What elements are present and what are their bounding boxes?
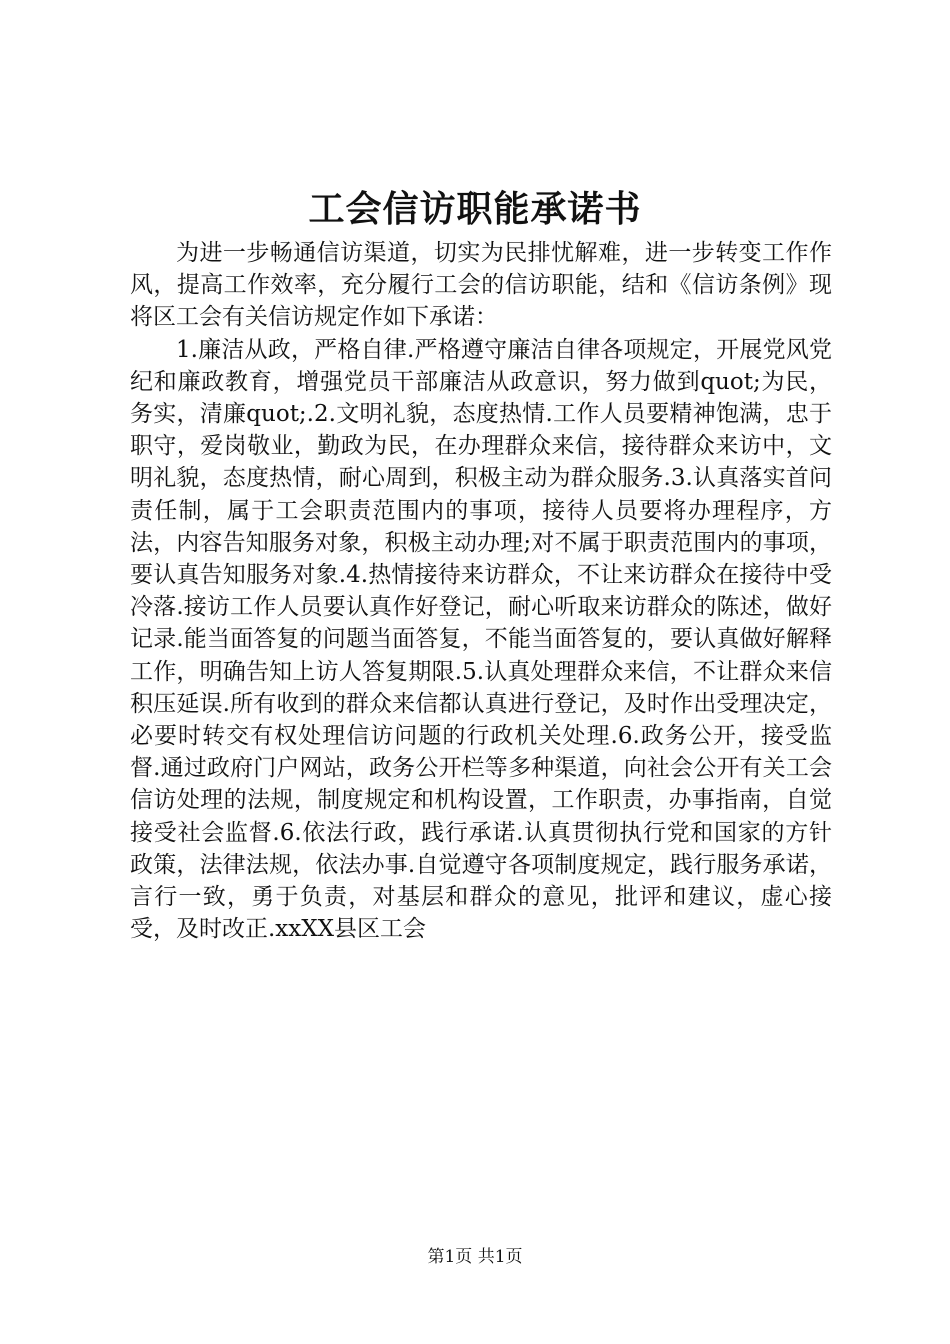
- document-body: [130, 237, 832, 945]
- commitments-paragraph: 1.廉洁从政，严格自律.严格遵守廉洁自律各项规定，开展党风党纪和廉政教育，增强党员干部廉洁从政意识，努力做到quot;为民，务实，清廉quot;.2.文明礼貌，态度热情.工作人员要精神饱满，忠于职守，爱岗敬业，勤政为民，在办理群众来信，接待群众来访中，文明礼貌，态度热情，耐心周到，积极主动为群众服务.3.认真落实首问责任制，属于工会职责范围内的事项，接待人员要将办理程序，方法，内容告知服务对象，积极主动办理;对不属于职责范围内的事项，要认真告知服务对象.4.热情接待来访群众，不让来访群众在接待中受冷落.接访工作人员要认真作好登记，耐心听取来访群众的陈述，做好记录.能当面答复的问题当面答复，不能当面答复的，要认真做好解释工作，明确告知上访人答复期限.5.认真处理群众来信，不让群众来信积压延误.所有收到的群众来信都认真进行登记，及时作出受理决定，必要时转交有权处理信访问题的行政机关处理.6.政务公开，接受监督.通过政府门户网站，政务公开栏等多种渠道，向社会公开有关工会信访处理的法规，制度规定和机构设置，工作职责，办事指南，自觉接受社会监督.6.依法行政，践行承诺.认真贯彻执行党和国家的方针政策，法律法规，依法办事.自觉遵守各项制度规定，践行服务承诺，言行一致，勇于负责，对基层和群众的意见，批评和建议，虚心接受，及时改正.xxXX县区工会: [130, 336, 832, 943]
- document-title: 工会信访职能承诺书: [308, 188, 642, 230]
- intro-paragraph: 为进一步畅通信访渠道，切实为民排忧解难，进一步转变工作作风，提高工作效率，充分履行工会的信访职能，结和《信访条例》现将区工会有关信访规定作如下承诺：: [130, 240, 832, 331]
- page-footer: 第1页 共1页: [427, 1247, 523, 1267]
